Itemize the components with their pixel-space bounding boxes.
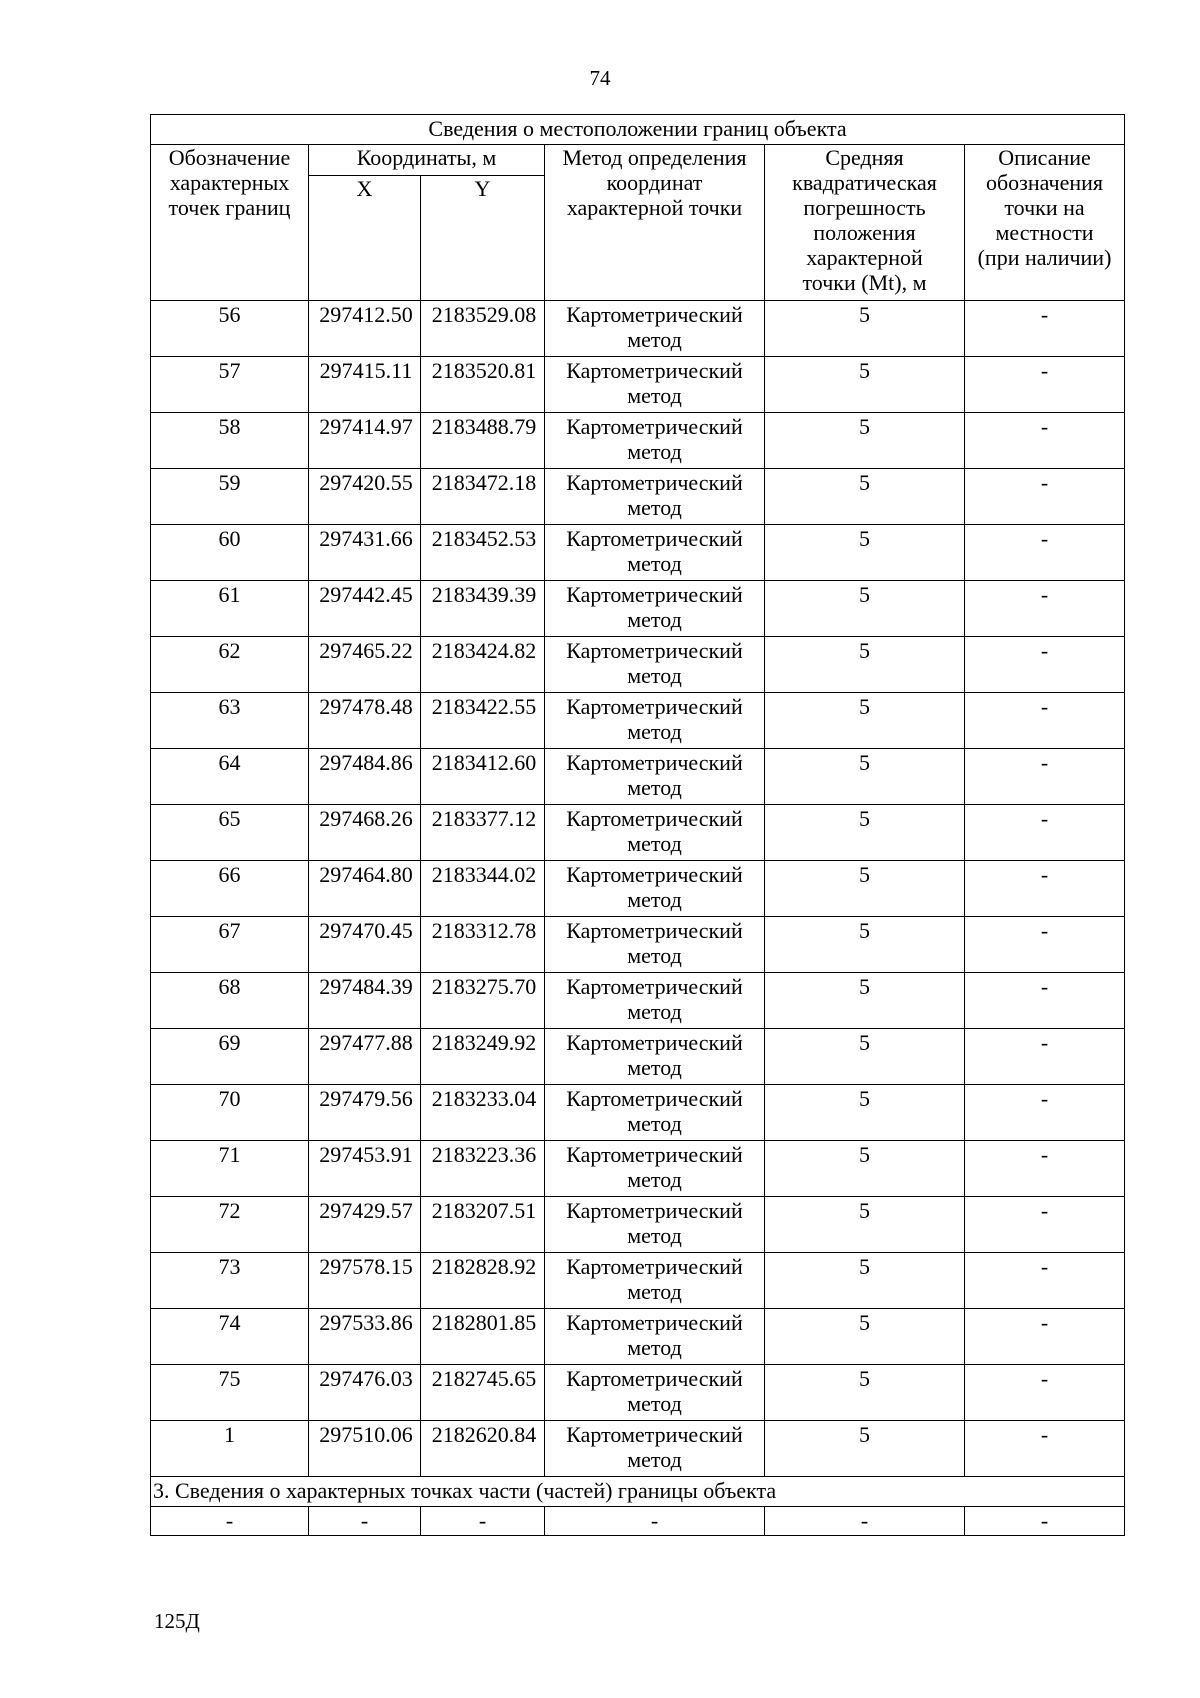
header-designation: Обозначение характерных точек границ <box>151 145 309 301</box>
section3-empty-row <box>151 1507 1125 1536</box>
cell-x: 297415.11 <box>309 357 421 413</box>
cell-y: 2183439.39 <box>421 581 545 637</box>
section3-title-row <box>151 1477 1125 1507</box>
cell-point: 62 <box>151 637 309 693</box>
table-row <box>151 1253 1125 1309</box>
cell-x: 297414.97 <box>309 413 421 469</box>
cell-mt: 5 <box>765 301 965 357</box>
cell-mt: 5 <box>765 861 965 917</box>
cell-mt: 5 <box>765 749 965 805</box>
cell-mt: 5 <box>765 1253 965 1309</box>
section3-cell: - <box>309 1507 421 1536</box>
cell-y: 2182745.65 <box>421 1365 545 1421</box>
table-row <box>151 917 1125 973</box>
cell-method: Картометрический метод <box>545 749 765 805</box>
header-method: Метод определения координат характерной точки <box>545 145 765 301</box>
cell-mt: 5 <box>765 1141 965 1197</box>
cell-y: 2183520.81 <box>421 357 545 413</box>
cell-x: 297429.57 <box>309 1197 421 1253</box>
cell-mt: 5 <box>765 693 965 749</box>
cell-x: 297578.15 <box>309 1253 421 1309</box>
cell-point: 69 <box>151 1029 309 1085</box>
cell-point: 75 <box>151 1365 309 1421</box>
cell-y: 2183472.18 <box>421 469 545 525</box>
cell-x: 297412.50 <box>309 301 421 357</box>
cell-method: Картометрический метод <box>545 805 765 861</box>
cell-x: 297468.26 <box>309 805 421 861</box>
document-code: 125Д <box>154 1609 200 1633</box>
cell-mt: 5 <box>765 973 965 1029</box>
cell-y: 2183488.79 <box>421 413 545 469</box>
cell-point: 1 <box>151 1421 309 1477</box>
cell-x: 297478.48 <box>309 693 421 749</box>
cell-description: - <box>965 1421 1125 1477</box>
cell-description: - <box>965 1197 1125 1253</box>
table-header-row <box>151 145 1125 176</box>
cell-mt: 5 <box>765 1197 965 1253</box>
cell-point: 74 <box>151 1309 309 1365</box>
header-x: X <box>309 176 421 301</box>
cell-description: - <box>965 637 1125 693</box>
cell-x: 297470.45 <box>309 917 421 973</box>
section3-cell: - <box>151 1507 309 1536</box>
cell-method: Картометрический метод <box>545 1365 765 1421</box>
cell-point: 60 <box>151 525 309 581</box>
cell-y: 2182620.84 <box>421 1421 545 1477</box>
cell-method: Картометрический метод <box>545 1309 765 1365</box>
cell-x: 297431.66 <box>309 525 421 581</box>
table-row <box>151 1029 1125 1085</box>
cell-mt: 5 <box>765 525 965 581</box>
cell-y: 2182828.92 <box>421 1253 545 1309</box>
cell-y: 2183424.82 <box>421 637 545 693</box>
table-row <box>151 1421 1125 1477</box>
table-row <box>151 1197 1125 1253</box>
cell-point: 72 <box>151 1197 309 1253</box>
cell-method: Картометрический метод <box>545 973 765 1029</box>
cell-method: Картометрический метод <box>545 1085 765 1141</box>
cell-point: 64 <box>151 749 309 805</box>
boundary-coordinates-table <box>150 114 1125 1536</box>
cell-x: 297420.55 <box>309 469 421 525</box>
cell-mt: 5 <box>765 581 965 637</box>
cell-mt: 5 <box>765 1085 965 1141</box>
cell-description: - <box>965 1141 1125 1197</box>
cell-point: 56 <box>151 301 309 357</box>
cell-description: - <box>965 581 1125 637</box>
table-row <box>151 861 1125 917</box>
section3-cell: - <box>965 1507 1125 1536</box>
cell-description: - <box>965 301 1125 357</box>
cell-method: Картометрический метод <box>545 1197 765 1253</box>
table-row <box>151 749 1125 805</box>
table-row <box>151 413 1125 469</box>
header-coordinates: Координаты, м <box>309 145 545 176</box>
cell-mt: 5 <box>765 1029 965 1085</box>
cell-y: 2183529.08 <box>421 301 545 357</box>
cell-x: 297442.45 <box>309 581 421 637</box>
cell-point: 66 <box>151 861 309 917</box>
cell-x: 297464.80 <box>309 861 421 917</box>
cell-x: 297484.86 <box>309 749 421 805</box>
section3-cell: - <box>765 1507 965 1536</box>
cell-x: 297533.86 <box>309 1309 421 1365</box>
cell-description: - <box>965 805 1125 861</box>
cell-point: 59 <box>151 469 309 525</box>
table-row <box>151 301 1125 357</box>
cell-point: 61 <box>151 581 309 637</box>
cell-method: Картометрический метод <box>545 581 765 637</box>
cell-method: Картометрический метод <box>545 861 765 917</box>
table-row <box>151 637 1125 693</box>
cell-method: Картометрический метод <box>545 525 765 581</box>
cell-method: Картометрический метод <box>545 637 765 693</box>
table-row <box>151 1085 1125 1141</box>
cell-method: Картометрический метод <box>545 357 765 413</box>
table-row <box>151 693 1125 749</box>
cell-description: - <box>965 973 1125 1029</box>
cell-description: - <box>965 1029 1125 1085</box>
cell-description: - <box>965 1253 1125 1309</box>
cell-method: Картометрический метод <box>545 469 765 525</box>
cell-y: 2182801.85 <box>421 1309 545 1365</box>
table-row <box>151 469 1125 525</box>
cell-x: 297465.22 <box>309 637 421 693</box>
header-accuracy: Средняя квадратическая погрешность положения характерной точки (Mt), м <box>765 145 965 301</box>
table-row <box>151 581 1125 637</box>
table-row <box>151 1365 1125 1421</box>
cell-y: 2183377.12 <box>421 805 545 861</box>
cell-description: - <box>965 749 1125 805</box>
cell-x: 297476.03 <box>309 1365 421 1421</box>
header-y: Y <box>421 176 545 301</box>
table-title-row <box>151 115 1125 145</box>
cell-method: Картометрический метод <box>545 1141 765 1197</box>
cell-point: 73 <box>151 1253 309 1309</box>
cell-point: 58 <box>151 413 309 469</box>
cell-x: 297477.88 <box>309 1029 421 1085</box>
cell-method: Картометрический метод <box>545 1029 765 1085</box>
cell-method: Картометрический метод <box>545 301 765 357</box>
cell-y: 2183344.02 <box>421 861 545 917</box>
cell-point: 71 <box>151 1141 309 1197</box>
cell-description: - <box>965 1309 1125 1365</box>
cell-description: - <box>965 525 1125 581</box>
cell-method: Картометрический метод <box>545 413 765 469</box>
cell-x: 297484.39 <box>309 973 421 1029</box>
cell-y: 2183422.55 <box>421 693 545 749</box>
table-row <box>151 1141 1125 1197</box>
cell-mt: 5 <box>765 469 965 525</box>
table-title: Сведения о местоположении границ объекта <box>151 115 1125 145</box>
cell-mt: 5 <box>765 917 965 973</box>
cell-point: 57 <box>151 357 309 413</box>
cell-y: 2183312.78 <box>421 917 545 973</box>
cell-mt: 5 <box>765 1421 965 1477</box>
section3-cell: - <box>545 1507 765 1536</box>
section3-cell: - <box>421 1507 545 1536</box>
table-row <box>151 973 1125 1029</box>
cell-mt: 5 <box>765 805 965 861</box>
cell-method: Картометрический метод <box>545 693 765 749</box>
cell-point: 70 <box>151 1085 309 1141</box>
cell-method: Картометрический метод <box>545 1421 765 1477</box>
cell-mt: 5 <box>765 1309 965 1365</box>
cell-mt: 5 <box>765 357 965 413</box>
cell-y: 2183452.53 <box>421 525 545 581</box>
table-row <box>151 357 1125 413</box>
cell-mt: 5 <box>765 413 965 469</box>
table-row <box>151 1309 1125 1365</box>
page-number: 74 <box>589 66 611 90</box>
cell-description: - <box>965 1085 1125 1141</box>
section3-title: 3. Сведения о характерных точках части (частей) границы объекта <box>151 1477 1125 1507</box>
cell-point: 63 <box>151 693 309 749</box>
cell-method: Картометрический метод <box>545 1253 765 1309</box>
header-description: Описание обозначения точки на местности (при наличии) <box>965 145 1125 301</box>
cell-y: 2183223.36 <box>421 1141 545 1197</box>
cell-description: - <box>965 917 1125 973</box>
cell-mt: 5 <box>765 637 965 693</box>
cell-y: 2183275.70 <box>421 973 545 1029</box>
cell-method: Картометрический метод <box>545 917 765 973</box>
cell-description: - <box>965 357 1125 413</box>
cell-mt: 5 <box>765 1365 965 1421</box>
cell-description: - <box>965 693 1125 749</box>
cell-point: 67 <box>151 917 309 973</box>
cell-y: 2183233.04 <box>421 1085 545 1141</box>
cell-description: - <box>965 469 1125 525</box>
table-row <box>151 805 1125 861</box>
cell-point: 68 <box>151 973 309 1029</box>
cell-description: - <box>965 861 1125 917</box>
cell-point: 65 <box>151 805 309 861</box>
cell-x: 297510.06 <box>309 1421 421 1477</box>
cell-x: 297479.56 <box>309 1085 421 1141</box>
cell-description: - <box>965 413 1125 469</box>
cell-description: - <box>965 1365 1125 1421</box>
cell-y: 2183207.51 <box>421 1197 545 1253</box>
table-row <box>151 525 1125 581</box>
cell-y: 2183412.60 <box>421 749 545 805</box>
cell-x: 297453.91 <box>309 1141 421 1197</box>
cell-y: 2183249.92 <box>421 1029 545 1085</box>
